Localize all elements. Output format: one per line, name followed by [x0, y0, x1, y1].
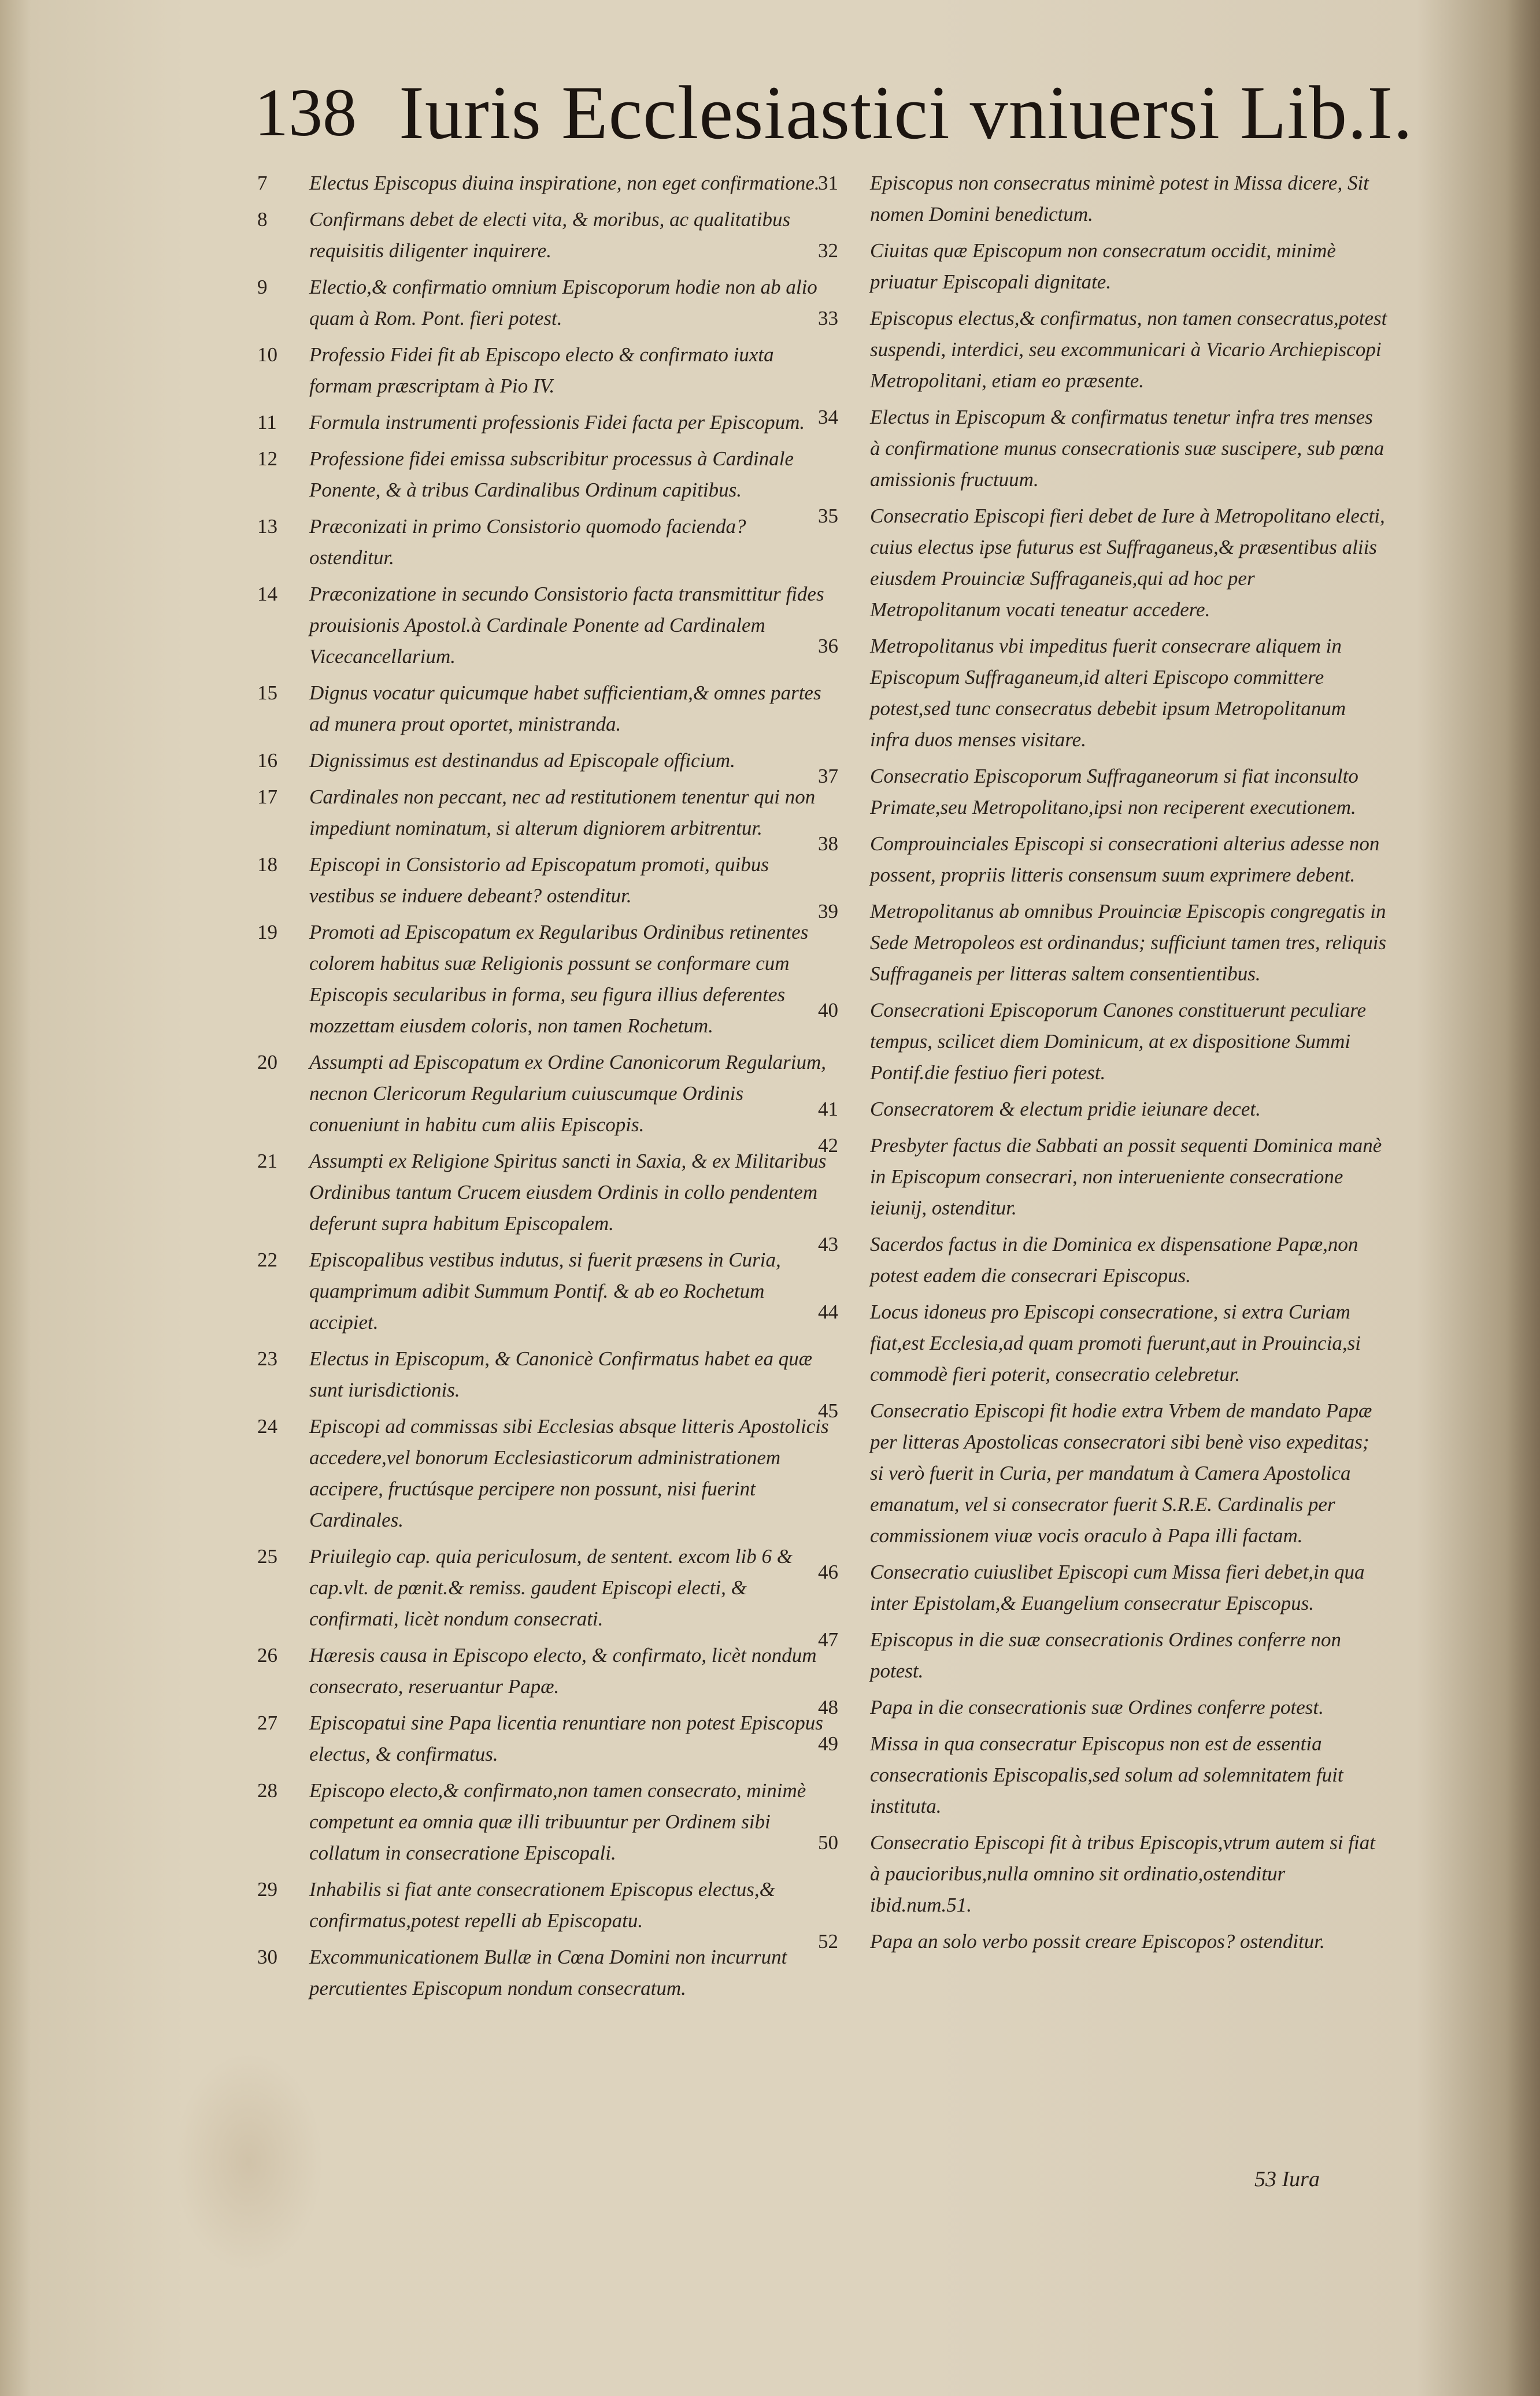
- entry-text: Locus idoneus pro Episcopi consecratione, si extra Curiam fiat,est Ecclesia,ad quam promoti fuerunt,aut in Prouincia,si commodè fieri poterit, consecratio celebretur.: [870, 1301, 1361, 1386]
- entry-number: 45: [818, 1399, 838, 1422]
- summary-entry: [818, 1624, 1387, 1687]
- entry-text: Episcopi ad commissas sibi Ecclesias absque litteris Apostolicis accedere,vel bonorum Ecclesiasticorum administrationem accipere, fructúsque percipere non possunt, nisi fuerint Cardinales.: [309, 1415, 829, 1531]
- entry-number: 26: [257, 1644, 277, 1667]
- entry-number: 46: [818, 1561, 838, 1583]
- entry-text: Consecratio Episcopi fit hodie extra Vrbem de mandato Papæ per litteras Apostolicas consecratori sibi benè viso expeditas; si verò fuerit in Curia, per mandatum à Camera Apostolica emanatum, vel si consecrator fuerit S.R.E. Cardinalis per commissionem viuæ vocis oraculo à Papa illi factam.: [870, 1399, 1372, 1547]
- summary-column-right: [818, 168, 1387, 1962]
- entry-number: 25: [257, 1545, 277, 1568]
- entry-number: 42: [818, 1134, 838, 1157]
- entry-number: 13: [257, 515, 277, 538]
- entry-number: 21: [257, 1150, 277, 1172]
- entry-text: Consecrationi Episcoporum Canones constituerunt peculiare tempus, scilicet diem Dominicum, at ex dispositione Summi Pontif.die festiuo fieri potest.: [870, 999, 1367, 1084]
- page-header: [254, 69, 1413, 168]
- summary-entry: [818, 1094, 1387, 1125]
- entry-text: Dignus vocatur quicumque habet sufficientiam,& omnes partes ad munera prout oportet, ministranda.: [309, 682, 821, 735]
- entry-number: 27: [257, 1712, 277, 1734]
- entry-text: Consecratio Episcopi fieri debet de Iure à Metropolitano electi, cuius electus ipse futurus est Suffraganeus,& præsentibus aliis eiusdem Prouinciæ Suffraganeis,qui ad hoc per Metropolitanum vocati teneatur accedere.: [870, 505, 1385, 621]
- entry-number: 39: [818, 900, 838, 923]
- paper-stain: [173, 2052, 324, 2272]
- summary-entry: [257, 1541, 830, 1635]
- entry-text: Priuilegio cap. quia periculosum, de sentent. excom lib 6 & cap.vlt. de pœnit.& remiss. gaudent Episcopi electi, & confirmati, licèt nondum consecrati.: [309, 1545, 793, 1630]
- entry-number: 23: [257, 1347, 277, 1370]
- entry-text: Professione fidei emissa subscribitur processus à Cardinale Ponente, & à tribus Cardinalibus Ordinum capitibus.: [309, 447, 794, 501]
- summary-entry: [818, 1728, 1387, 1822]
- summary-entry: [818, 631, 1387, 756]
- summary-entry: [257, 1047, 830, 1140]
- entry-number: 41: [818, 1098, 838, 1120]
- entry-number: 9: [257, 276, 268, 298]
- entry-text: Consecratorem & electum pridie ieiunare decet.: [870, 1098, 1261, 1120]
- entry-text: Episcopatui sine Papa licentia renuntiare non potest Episcopus electus, & confirmatus.: [309, 1712, 823, 1765]
- entry-number: 18: [257, 853, 277, 876]
- summary-entry: [257, 443, 830, 506]
- entry-text: Inhabilis si fiat ante consecrationem Episcopus electus,& confirmatus,potest repelli ab Episcopatu.: [309, 1878, 775, 1932]
- entry-text: Præconizatione in secundo Consistorio facta transmittitur fides prouisionis Apostol.à Cardinale Ponente ad Cardinalem Vicecancellarium.: [309, 583, 824, 668]
- summary-entry: [818, 1229, 1387, 1291]
- summary-entry: [818, 1395, 1387, 1551]
- summary-entry: [257, 204, 830, 266]
- entry-text: Electio,& confirmatio omnium Episcoporum hodie non ab alio quam à Rom. Pont. fieri potest.: [309, 276, 817, 329]
- entry-number: 31: [818, 172, 838, 194]
- running-title: Iuris Ecclesiastici vniuersi Lib.I.: [399, 70, 1413, 155]
- entry-number: 44: [818, 1301, 838, 1323]
- entry-number: 50: [818, 1831, 838, 1854]
- summary-entry: [257, 677, 830, 740]
- entry-text: Ciuitas quæ Episcopum non consecratum occidit, minimè priuatur Episcopali dignitate.: [870, 239, 1336, 293]
- entry-text: Electus in Episcopum & confirmatus tenetur infra tres menses à confirmatione munus consecrationis suæ suscipere, sub pœna amissionis fructuum.: [870, 406, 1384, 491]
- summary-entry: [818, 761, 1387, 823]
- entry-text: Episcopi in Consistorio ad Episcopatum promoti, quibus vestibus se induere debeant? ostenditur.: [309, 853, 769, 907]
- entry-number: 30: [257, 1946, 277, 1968]
- summary-entry: [257, 917, 830, 1042]
- entry-text: Sacerdos factus in die Dominica ex dispensatione Papæ,non potest eadem die consecrari Episcopus.: [870, 1233, 1358, 1287]
- entry-number: 14: [257, 583, 277, 605]
- entry-text: Professio Fidei fit ab Episcopo electo & confirmato iuxta formam præscriptam à Pio IV.: [309, 343, 774, 397]
- entry-text: Missa in qua consecratur Episcopus non est de essentia consecrationis Episcopalis,sed solum ad solemnitatem fuit instituta.: [870, 1732, 1343, 1817]
- summary-entry: [257, 782, 830, 844]
- entry-text: Assumpti ad Episcopatum ex Ordine Canonicorum Regularium, necnon Clericorum Regularium cuiuscumque Ordinis conueniunt in habitu cum aliis Episcopis.: [309, 1051, 827, 1136]
- entry-number: 16: [257, 749, 277, 772]
- summary-entry: [257, 272, 830, 334]
- entry-text: Metropolitanus ab omnibus Prouinciæ Episcopis congregatis in Sede Metropoleos est ordinandus; sufficiunt tamen tres, reliquis Suffraganeis per litteras saltem consentientibus.: [870, 900, 1387, 985]
- summary-entry: [818, 402, 1387, 495]
- summary-entry: [257, 1942, 830, 2004]
- entry-number: 47: [818, 1628, 838, 1651]
- entry-number: 29: [257, 1878, 277, 1901]
- entry-text: Metropolitanus vbi impeditus fuerit consecrare aliquem in Episcopum Suffraganeum,id alteri Episcopo committere potest,sed tunc consecratus debebit ipsum Metropolitanum infra duos menses visitare.: [870, 635, 1346, 751]
- entry-number: 38: [818, 832, 838, 855]
- catchword: 53 Iura: [1254, 2167, 1320, 2191]
- entry-text: Præconizati in primo Consistorio quomodo facienda? ostenditur.: [309, 515, 746, 569]
- entry-number: 37: [818, 765, 838, 787]
- summary-entry: [818, 1557, 1387, 1619]
- entry-number: 34: [818, 406, 838, 428]
- summary-entry: [257, 1874, 830, 1936]
- entry-number: 35: [818, 505, 838, 527]
- entry-number: 20: [257, 1051, 277, 1073]
- summary-entry: [257, 1146, 830, 1239]
- entry-text: Electus Episcopus diuina inspiratione, non eget confirmatione.: [309, 172, 820, 194]
- summary-entry: [818, 1130, 1387, 1224]
- summary-entry: [818, 501, 1387, 625]
- summary-entry: [818, 828, 1387, 891]
- entry-number: 11: [257, 411, 277, 434]
- entry-text: Episcopus electus,& confirmatus, non tamen consecratus,potest suspendi, interdici, seu excommunicari à Vicario Archiepiscopi Metropolitani, etiam eo præsente.: [870, 307, 1387, 392]
- entry-text: Papa in die consecrationis suæ Ordines conferre potest.: [870, 1696, 1324, 1719]
- entry-text: Consecratio Episcoporum Suffraganeorum si fiat inconsulto Primate,seu Metropolitano,ipsi non reciperent executionem.: [870, 765, 1358, 819]
- entry-number: 19: [257, 921, 277, 943]
- entry-text: Episcopus in die suæ consecrationis Ordines conferre non potest.: [870, 1628, 1341, 1682]
- entry-number: 49: [818, 1732, 838, 1755]
- entry-number: 15: [257, 682, 277, 704]
- entry-text: Papa an solo verbo possit creare Episcopos? ostenditur.: [870, 1930, 1325, 1953]
- entry-text: Episcopus non consecratus minimè potest in Missa dicere, Sit nomen Domini benedictum.: [870, 172, 1369, 225]
- entry-text: Electus in Episcopum, & Canonicè Confirmatus habet ea quæ sunt iurisdictionis.: [309, 1347, 813, 1401]
- entry-number: 43: [818, 1233, 838, 1256]
- summary-entry: [257, 1708, 830, 1770]
- entry-text: Consecratio Episcopi fit à tribus Episcopis,vtrum autem si fiat à paucioribus,nulla omnino sit ordinatio,ostenditur ibid.num.51.: [870, 1831, 1376, 1916]
- summary-entry: [818, 896, 1387, 990]
- summary-entry: [818, 1827, 1387, 1921]
- entry-text: Cardinales non peccant, nec ad restitutionem tenentur qui non impediunt nominatum, si alterum digniorem arbitrentur.: [309, 786, 816, 839]
- entry-number: 33: [818, 307, 838, 329]
- summary-entry: [257, 1775, 830, 1869]
- entry-text: Assumpti ex Religione Spiritus sancti in Saxia, & ex Militaribus Ordinibus tantum Crucem eiusdem Ordinis in collo pendentem deferunt supra habitum Episcopalem.: [309, 1150, 827, 1235]
- summary-entry: [257, 745, 830, 776]
- entry-text: Formula instrumenti professionis Fidei facta per Episcopum.: [309, 411, 805, 434]
- summary-entry: [818, 1692, 1387, 1723]
- entry-text: Hæresis causa in Episcopo electo, & confirmato, licèt nondum consecrato, reseruantur Papæ.: [309, 1644, 817, 1698]
- entry-number: 48: [818, 1696, 838, 1719]
- summary-entry: [818, 303, 1387, 397]
- entry-text: Excommunicationem Bullæ in Cœna Domini non incurrunt percutientes Episcopum nondum consecratum.: [309, 1946, 787, 1999]
- summary-entry: [818, 235, 1387, 298]
- entry-text: Dignissimus est destinandus ad Episcopale officium.: [309, 749, 735, 772]
- entry-text: Consecratio cuiuslibet Episcopi cum Missa fieri debet,in qua inter Epistolam,& Euangelium consecratur Episcopus.: [870, 1561, 1365, 1614]
- entry-text: Comprouinciales Episcopi si consecrationi alterius adesse non possent, propriis litteris consensum suum exprimere debent.: [870, 832, 1380, 886]
- entry-number: 12: [257, 447, 277, 470]
- summary-entry: [257, 339, 830, 402]
- summary-entry: [257, 849, 830, 912]
- summary-column-left: [257, 168, 830, 2009]
- summary-entry: [257, 1640, 830, 1702]
- entry-number: 22: [257, 1249, 277, 1271]
- entry-number: 8: [257, 208, 268, 231]
- entry-number: 36: [818, 635, 838, 657]
- entry-text: Promoti ad Episcopatum ex Regularibus Ordinibus retinentes colorem habitus suæ Religionis possunt se conformare cum Episcopis secularibus in forma, seu figura illius deferentes mozzettam eiusdem coloris, non tamen Rochetum.: [309, 921, 809, 1037]
- summary-entry: [257, 511, 830, 573]
- entry-number: 10: [257, 343, 277, 366]
- entry-number: 52: [818, 1930, 838, 1953]
- summary-entry: [257, 1245, 830, 1338]
- summary-entry: [818, 168, 1387, 230]
- summary-entry: [257, 1343, 830, 1406]
- entry-text: Episcopalibus vestibus indutus, si fuerit præsens in Curia, quamprimum adibit Summum Pontif. & ab eo Rochetum accipiet.: [309, 1249, 781, 1334]
- summary-entry: [257, 1411, 830, 1536]
- entry-number: 28: [257, 1779, 277, 1802]
- entry-number: 32: [818, 239, 838, 262]
- summary-entry: [257, 168, 830, 199]
- entry-text: Episcopo electo,& confirmato,non tamen consecrato, minimè competunt ea omnia quæ illi tribuuntur per Ordinem sibi collatum in consecratione Episcopali.: [309, 1779, 806, 1864]
- summary-entry: [818, 1297, 1387, 1390]
- entry-number: 24: [257, 1415, 277, 1438]
- summary-entry: [818, 1926, 1387, 1957]
- summary-entry: [257, 407, 830, 438]
- entry-number: 17: [257, 786, 277, 808]
- entry-number: 7: [257, 172, 268, 194]
- binding-shadow: [1505, 0, 1540, 2396]
- entry-text: Confirmans debet de electi vita, & moribus, ac qualitatibus requisitis diligenter inquirere.: [309, 208, 791, 262]
- entry-number: 40: [818, 999, 838, 1021]
- summary-entry: [257, 579, 830, 672]
- entry-text: Presbyter factus die Sabbati an possit sequenti Dominica manè in Episcopum consecrari, non interueniente consecratione ieiunij, ostenditur.: [870, 1134, 1382, 1219]
- summary-entry: [818, 995, 1387, 1088]
- page-number: 138: [254, 75, 357, 150]
